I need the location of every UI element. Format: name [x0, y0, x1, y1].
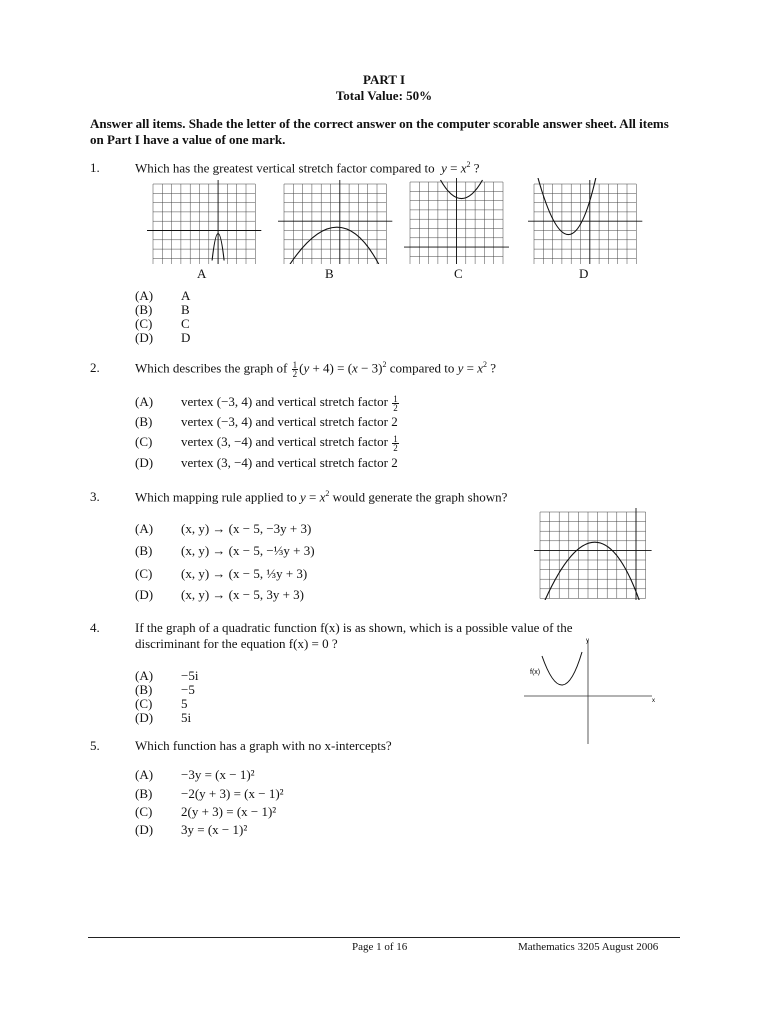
option-letter: (B) — [135, 543, 153, 558]
q2-option-b[interactable]: (B) vertex (−3, 4) and vertical stretch factor 2 — [135, 414, 398, 429]
option-text: 5i — [181, 710, 192, 725]
option-text: and vertical stretch factor — [255, 394, 388, 409]
q1-graph-label-c: C — [454, 266, 463, 281]
option-letter: (D) — [135, 330, 154, 345]
q1-graph-label-d: D — [579, 266, 589, 281]
q2-option-a[interactable]: (A) vertex (−3, 4) and vertical stretch factor $\frac{1}{2}$ — [135, 393, 398, 413]
q4-option-d[interactable] — [135, 710, 191, 726]
option-text: 3y = (x − 1)² — [181, 822, 248, 837]
q2-stem-a: Which describes the graph of — [135, 360, 288, 376]
option-letter: (B) — [135, 414, 153, 429]
option-letter: (C) — [135, 696, 153, 711]
option-letter: (D) — [135, 822, 154, 837]
option-factor: 2 — [391, 455, 398, 470]
q2-option-d[interactable]: (D) vertex (3, −4) and vertical stretch factor 2 — [135, 455, 398, 470]
q3-stem: Which mapping rule applied to $y = x^2$ would generate the graph shown? — [135, 489, 508, 505]
option-letter: (C) — [135, 316, 153, 331]
part-title: PART I — [362, 72, 406, 87]
q3-option-a[interactable] — [135, 521, 311, 537]
q4-stem-line1: If the graph of a quadratic function f(x) is as shown, which is a possible value of the — [135, 620, 573, 635]
function-label: f(x) — [530, 669, 541, 676]
q5-option-d[interactable] — [135, 822, 247, 838]
option-text: and vertical stretch factor — [255, 414, 388, 429]
option-letter: (A) — [135, 767, 154, 782]
option-letter: (D) — [135, 587, 154, 602]
option-letter: (B) — [135, 302, 153, 317]
q3-option-d[interactable] — [135, 587, 304, 603]
option-letter: (A) — [135, 394, 154, 409]
grid — [540, 512, 646, 598]
option-letter: (A) — [135, 288, 154, 303]
option-text: C — [181, 316, 190, 331]
q1-stem-text: Which has the greatest vertical stretch factor compared to — [135, 160, 435, 176]
q3-number: 3. — [90, 489, 100, 504]
option-text: −3y = (x − 1)² — [181, 767, 255, 782]
grid — [153, 184, 255, 264]
q4-graph — [520, 634, 660, 746]
q2-number: 2. — [90, 360, 100, 375]
option-letter: (C) — [135, 804, 153, 819]
q1-graph-c — [400, 178, 520, 264]
option-text: (x, y) → (x − 5, −⅓y + 3) — [181, 543, 315, 558]
q1-graph-label-b: B — [325, 266, 334, 281]
option-letter: (D) — [135, 455, 154, 470]
option-text: B — [181, 302, 190, 317]
option-text: A — [181, 288, 191, 303]
q5-number: 5. — [90, 738, 100, 753]
q3-stem-b: would generate the graph shown? — [332, 489, 508, 505]
y-axis-label: y — [586, 638, 589, 644]
q2-stem: Which describes the graph of $\frac{1}{2}$ $(y + 4) = (x - 3)^2$ compared to $y = x^2$ ? — [135, 359, 497, 379]
footer-divider — [88, 937, 680, 938]
option-text: 5 — [181, 696, 188, 711]
option-letter: (C) — [135, 566, 153, 581]
q5-option-c[interactable] — [135, 804, 276, 820]
q5-stem: Which function has a graph with no x-intercepts? — [135, 738, 392, 753]
q3-stem-a: Which mapping rule applied to — [135, 489, 297, 505]
option-text: −5 — [181, 682, 195, 697]
option-factor: $\frac{1}{2}$ — [393, 393, 398, 413]
option-letter: (C) — [135, 434, 153, 449]
option-vertex: (−3, 4) — [216, 394, 253, 409]
option-text: (x, y) → (x − 5, 3y + 3) — [181, 587, 304, 602]
option-letter: (B) — [135, 682, 153, 697]
q1-graph-label-a: A — [197, 266, 207, 281]
parabola-curve — [544, 542, 640, 600]
q2-stem-b: compared to — [389, 360, 455, 376]
parabola-curve — [538, 178, 596, 235]
q1-graph-d — [526, 178, 646, 264]
option-vertex: (3, −4) — [216, 434, 253, 449]
option-vertex: (−3, 4) — [216, 414, 253, 429]
q5-option-b[interactable] — [135, 786, 284, 802]
q1-option-d[interactable] — [135, 330, 190, 346]
parabola-curve — [441, 180, 483, 199]
option-text: (x, y) → (x − 5, −3y + 3) — [181, 521, 312, 536]
q1-stem: Which has the greatest vertical stretch factor compared to $y = x^2$ ? — [135, 160, 480, 176]
total-value: Total Value: 50% — [335, 88, 433, 103]
x-axis-label: x — [652, 698, 655, 704]
option-vertex: (3, −4) — [216, 455, 253, 470]
q3-option-c[interactable] — [135, 566, 307, 582]
grid — [534, 184, 636, 264]
q1-graph-b — [276, 178, 396, 264]
option-factor: 2 — [391, 414, 398, 429]
q4-number: 4. — [90, 620, 100, 635]
option-text: −5i — [181, 668, 199, 683]
q4-stem-line2: discriminant for the equation f(x) = 0 ? — [135, 636, 338, 651]
option-text: 2(y + 3) = (x − 1)² — [181, 804, 277, 819]
option-text: and vertical stretch factor — [255, 434, 388, 449]
option-text: D — [181, 330, 191, 345]
q1-graph-a — [145, 178, 265, 264]
option-letter: (D) — [135, 710, 154, 725]
exam-title: Mathematics 3205 August 2006 — [518, 941, 659, 953]
option-factor: $\frac{1}{2}$ — [393, 433, 398, 453]
q3-option-b[interactable] — [135, 543, 315, 559]
option-text: and vertical stretch factor — [255, 455, 388, 470]
q5-option-a[interactable] — [135, 767, 255, 783]
option-letter: (A) — [135, 668, 154, 683]
option-letter: (B) — [135, 786, 153, 801]
page-number: Page 1 of 16 — [352, 941, 408, 953]
option-text: (x, y) → (x − 5, ⅓y + 3) — [181, 566, 308, 581]
option-text: −2(y + 3) = (x − 1)² — [181, 786, 284, 801]
q3-graph — [530, 504, 660, 600]
option-letter: (A) — [135, 521, 154, 536]
instructions: Answer all items. Shade the letter of the correct answer on the computer scorable answer sheet. All items on Part I have a value of one mark. — [90, 116, 669, 147]
q2-option-c[interactable]: (C) vertex (3, −4) and vertical stretch factor $\frac{1}{2}$ — [135, 433, 398, 453]
parabola-curve — [542, 652, 582, 685]
q1-number: 1. — [90, 160, 100, 175]
